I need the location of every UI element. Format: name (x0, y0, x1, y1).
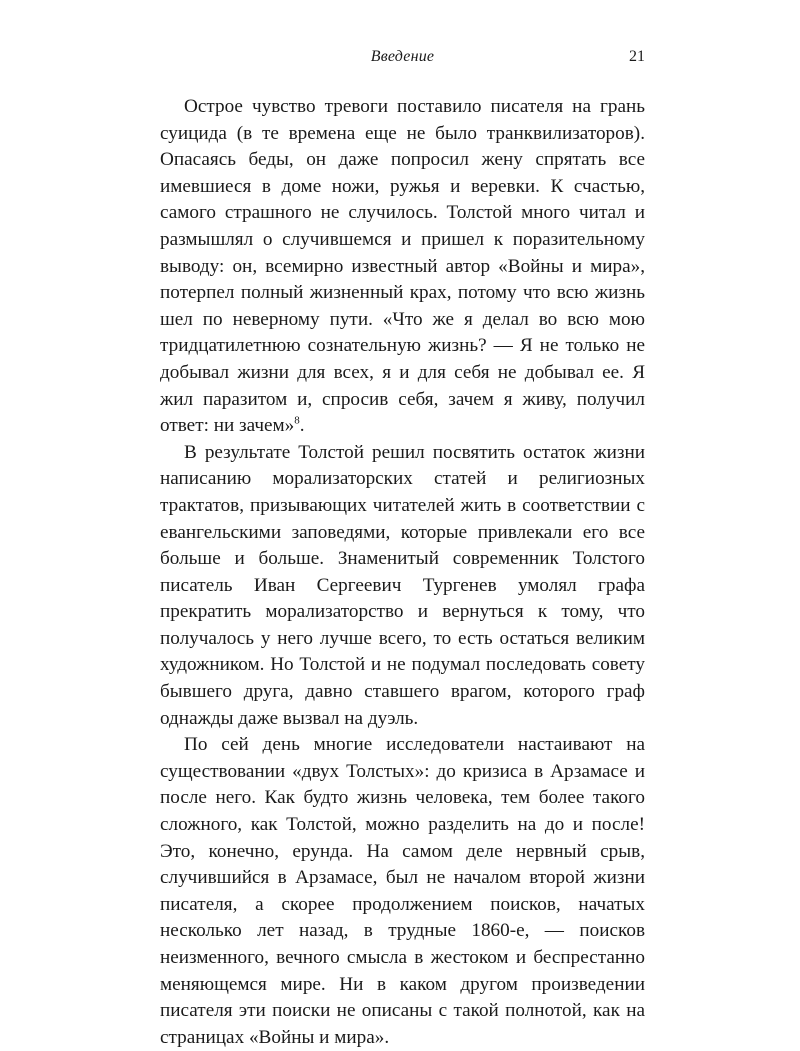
page-header (160, 48, 645, 72)
paragraph-1 (160, 94, 645, 440)
paragraph-1-text: Острое чувство тревоги поставило писателя на грань суицида (в те времена еще не было транквилизаторов). Опасаясь беды, он даже попросил жену спрятать все имевшиеся в доме ножи, ружья и веревки. К счастью, самого страшного не случилось. Толстой много читал и размышлял о случившемся и пришел к поразительному выводу: он, всемирно известный автор «Войны и мира», потерпел полный жизненный крах, потому что всю жизнь шел по неверному пути. «Что же я делал во всю мою тридцатилетнюю сознательную жизнь? — Я не только не добывал жизни для всех, я и для себя не добывал ее. Я жил паразитом и, спросив себя, зачем я живу, получил ответ: ни зачем» (160, 96, 645, 437)
running-title: Введение (370, 48, 435, 65)
paragraph-1-end: . (299, 415, 305, 437)
paragraph-3: По сей день многие исследователи настаивают на существовании «двух Толстых»: до кризиса в Арзамасе и после него. Как будто жизнь человека, тем более такого сложного, как Толстой, можно разделить на до и после! Это, конечно, ерунда. На самом деле нервный срыв, случившийся в Арзамасе, был не началом второй жизни писателя, а скорее продолжением поисков, начатых несколько лет назад, в трудные 1860-е, — поисков неизменного, вечного смысла в жестоком и беспрестанно меняющемся мире. Ни в каком другом произведении писателя эти поиски не описаны с такой полнотой, как на страницах «Войны и мира». (160, 734, 645, 1048)
paragraph-2: В результате Толстой решил посвятить остаток жизни написанию морализаторских статей и религиозных трактатов, призывающих читателей жить в соответствии с евангельскими заповедями, которые привлекали его все больше и больше. Знаменитый современник Толстого писатель Иван Сергеевич Тургенев умолял графа прекратить морализаторство и вернуться к тому, что получалось у него лучше всего, то есть остаться великим художником. Но Толстой и не подумал последовать совету бывшего друга, давно ставшего врагом, которого граф однажды даже вызвал на дуэль. (160, 441, 645, 729)
page-number: 21 (629, 48, 645, 65)
footnote-ref[interactable]: 8 (294, 414, 300, 427)
body-text (160, 94, 645, 1051)
